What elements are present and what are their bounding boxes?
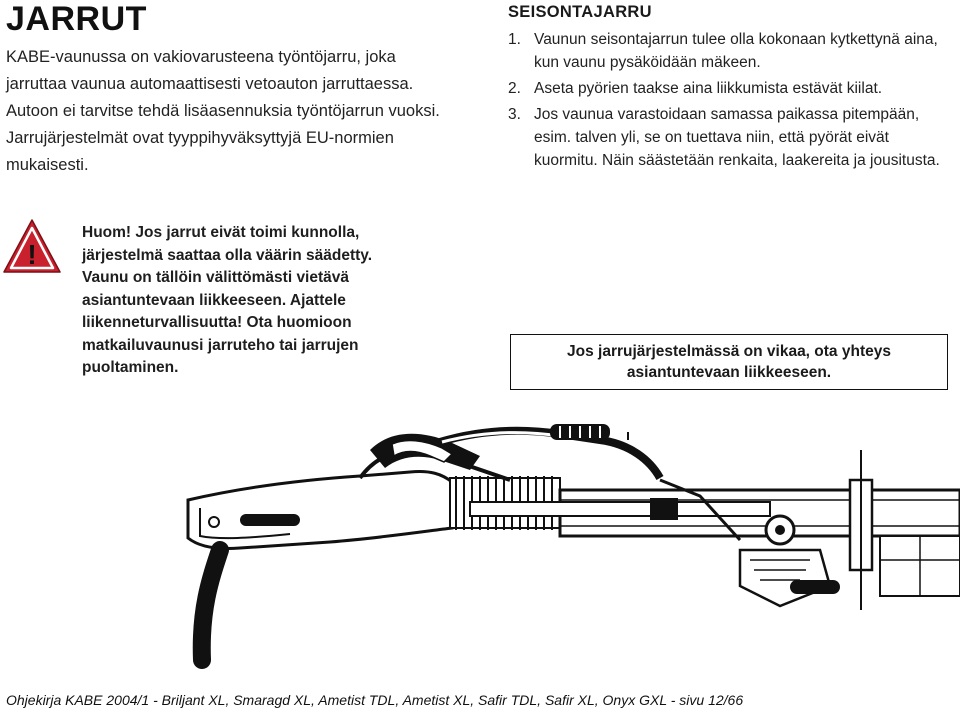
- page-footer: Ohjekirja KABE 2004/1 - Briljant XL, Smaragd XL, Ametist TDL, Ametist XL, Safir TDL, Safir XL, Onyx GXL - sivu 12/66: [6, 692, 744, 708]
- parking-brake-section: [508, 0, 956, 175]
- list-item-number: 3.: [508, 106, 521, 123]
- brake-coupling-illustration: [180, 410, 960, 680]
- parking-brake-heading: SEISONTAJARRU: [508, 3, 652, 21]
- list-item: [508, 28, 956, 74]
- list-item-number: 1.: [508, 31, 521, 48]
- list-item-text: Aseta pyörien taakse aina liikkumista estävät kiilat.: [534, 80, 883, 97]
- list-item-text: Jos vaunua varastoidaan samassa paikassa pitempään, esim. talven yli, se on tuettava niin, että pyörät eivät kuormitu. Näin säästetään renkaita, laakereita ja jousitusta.: [534, 106, 940, 169]
- intro-paragraph-3: Jarrujärjestelmät ovat tyyppihyväksyttyjä EU-normien mukaisesti.: [6, 129, 394, 174]
- warning-text: Huom! Jos jarrut eivät toimi kunnolla, järjestelmä saattaa olla väärin säädetty. Vaunu on tällöin välittömästi vietävä asiantuntevaan liikkeeseen. Ajattele liikenneturvallisuutta! Ota huomioon matkailuvaunusi jarruteho tai jarrujen puoltaminen.: [82, 224, 373, 376]
- warning-symbol: !: [27, 239, 37, 270]
- notice-text: Jos jarrujärjestelmässä on vikaa, ota yhteys asiantuntevaan liikkeeseen.: [567, 343, 891, 381]
- list-item: [508, 103, 956, 172]
- parking-brake-list: [508, 28, 956, 172]
- list-item-number: 2.: [508, 80, 521, 97]
- intro-paragraph-1: KABE-vaunussa on vakiovarusteena työntöjarru, joka jarruttaa vaunua automaattisesti vetoauton jarruttaessa.: [6, 48, 414, 93]
- intro-section: [6, 44, 446, 179]
- warning-triangle-icon: [2, 218, 62, 274]
- page-title: JARRUT: [6, 0, 147, 38]
- list-item: [508, 77, 956, 100]
- notice-box: [510, 334, 948, 390]
- intro-paragraph-2: Autoon ei tarvitse tehdä lisäasennuksia työntöjarrun vuoksi.: [6, 102, 440, 120]
- list-item-text: Vaunun seisontajarrun tulee olla kokonaan kytkettynä aina, kun vaunu pysäköidään mäkeen.: [534, 31, 938, 71]
